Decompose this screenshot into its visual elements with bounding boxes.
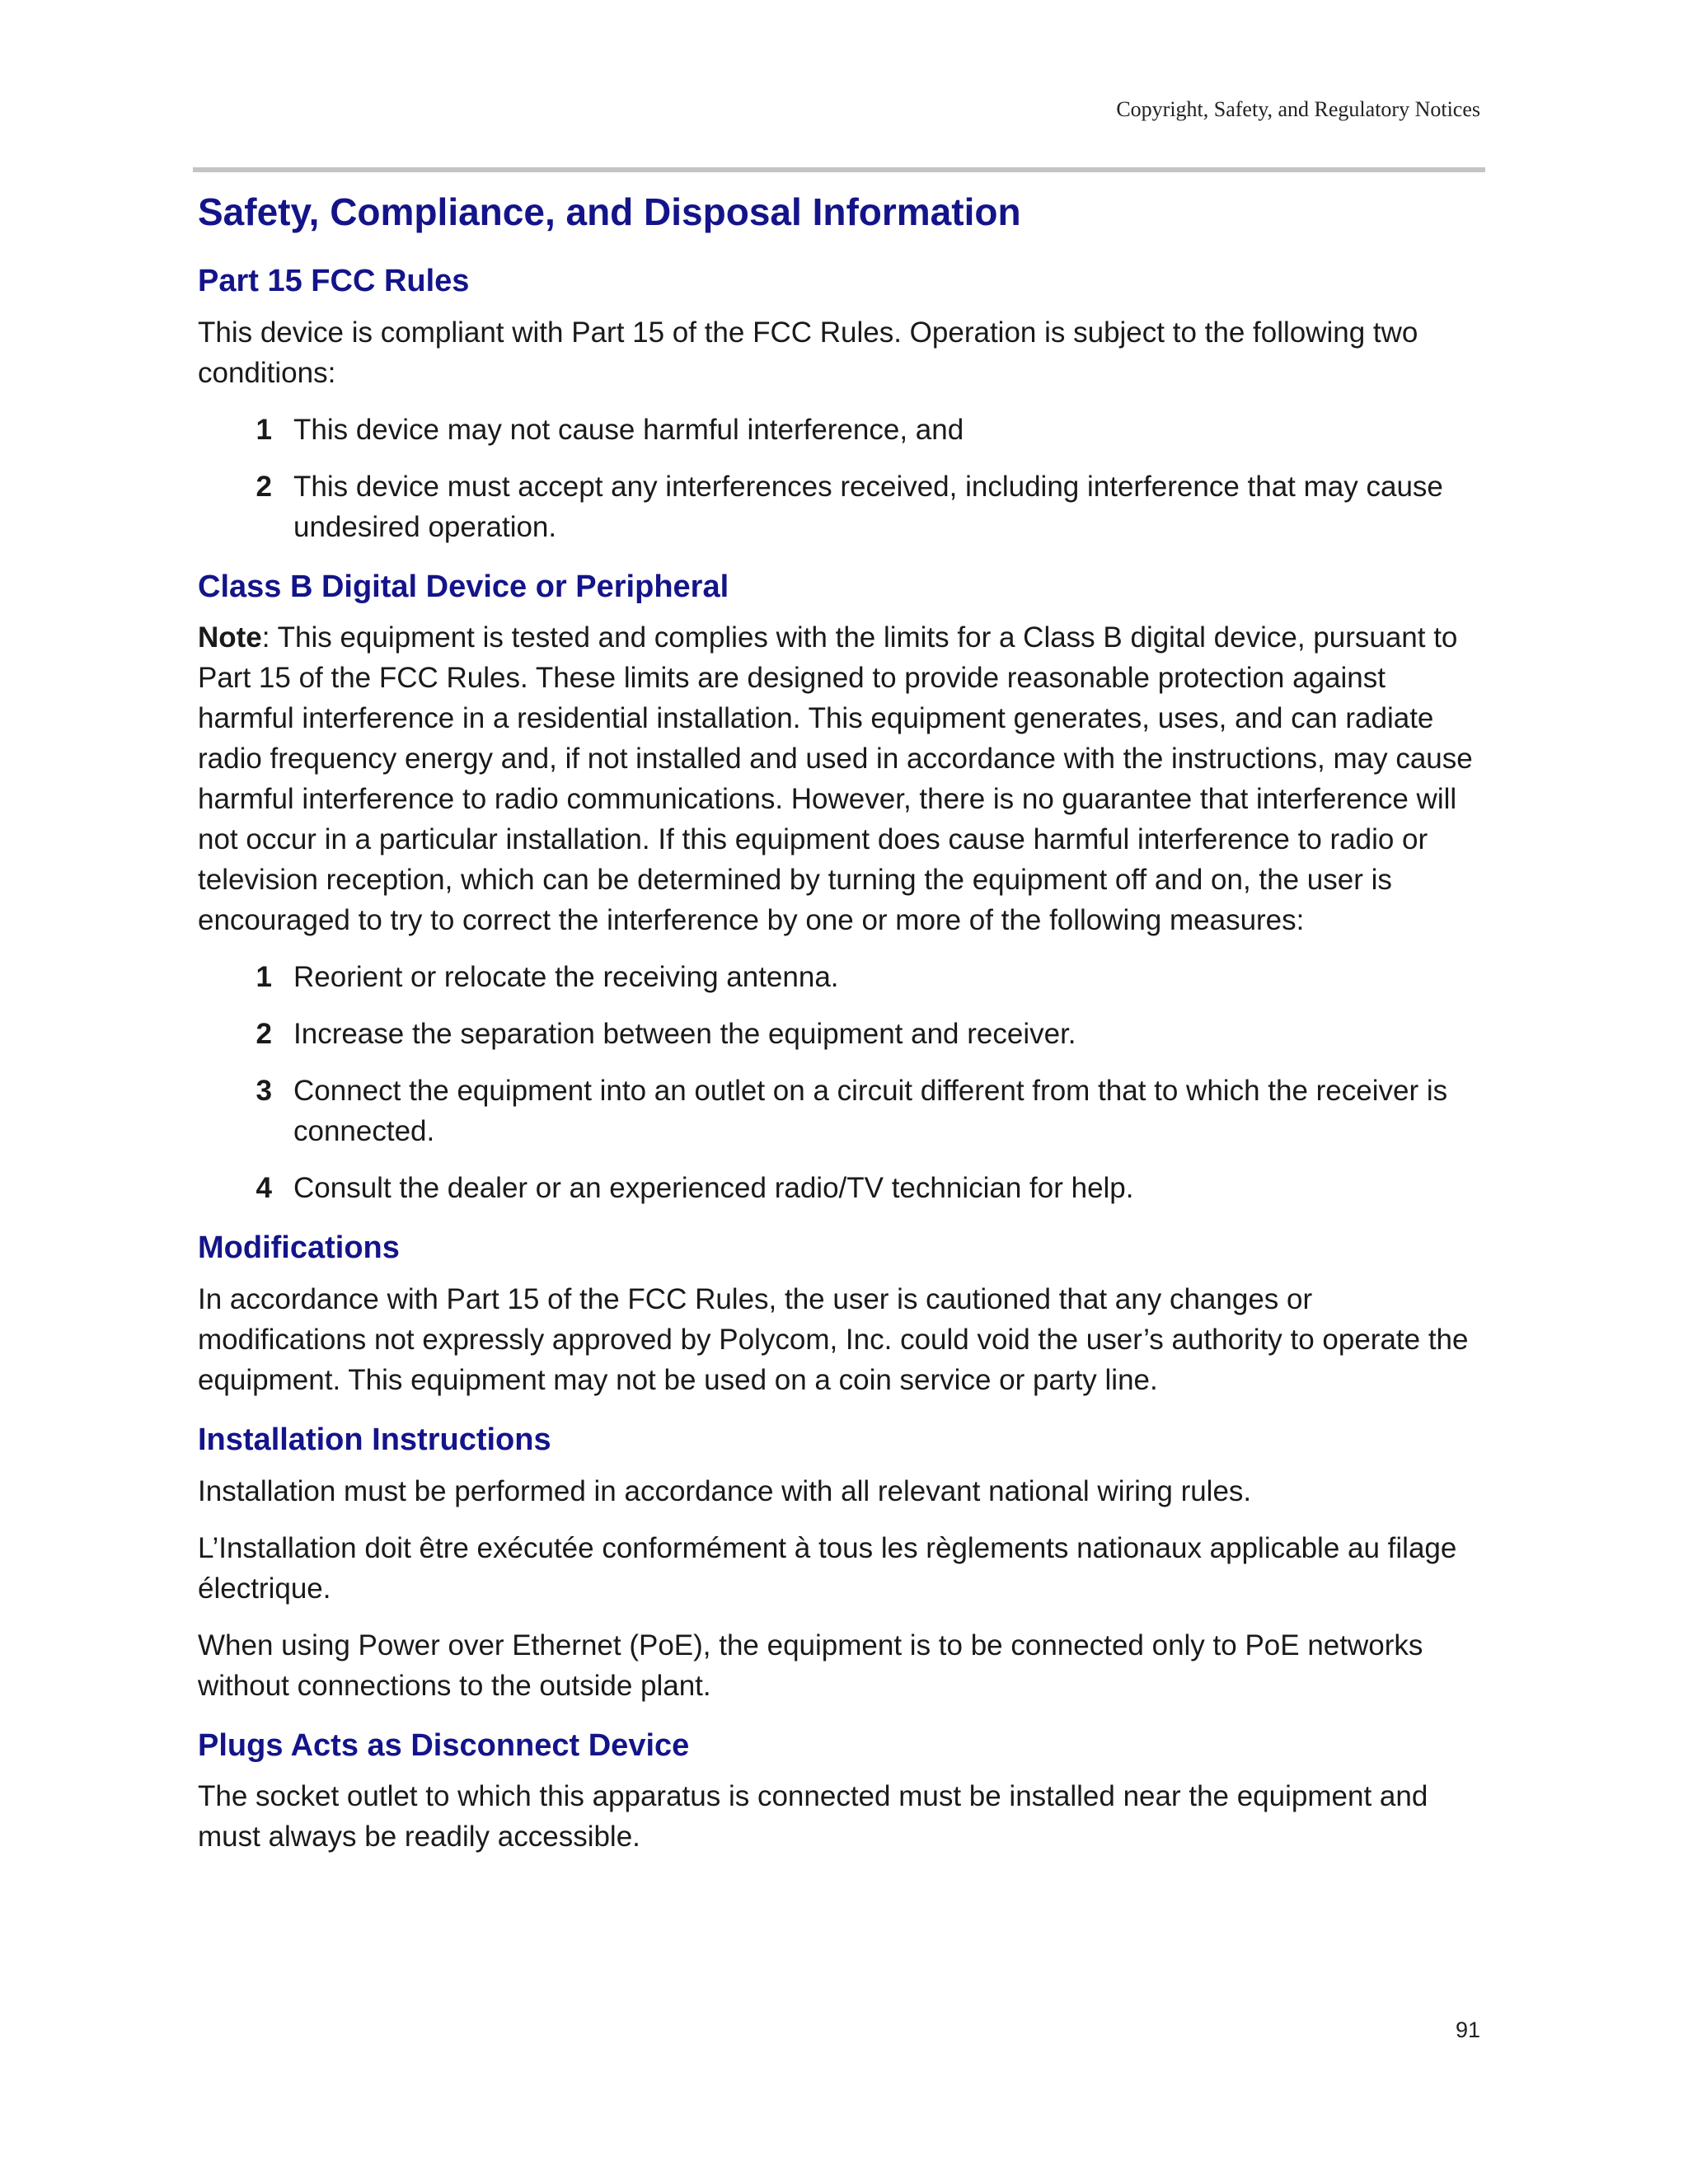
- list-number: 4: [256, 1172, 272, 1205]
- list-text: Increase the separation between the equipment and receiver.: [293, 1018, 1076, 1051]
- list-item: [198, 410, 1484, 450]
- list-text: This device may not cause harmful interference, and: [293, 413, 964, 446]
- fcc-intro: This device is compliant with Part 15 of the FCC Rules. Operation is subject to the following two conditions:: [198, 316, 1418, 389]
- section-heading-fcc: Part 15 FCC Rules: [198, 264, 470, 299]
- list-text: Consult the dealer or an experienced radio/TV technician for help.: [293, 1172, 1134, 1205]
- list-text: Connect the equipment into an outlet on a circuit different from that to which the receiver is connected.: [293, 1075, 1448, 1148]
- section-heading-installation: Installation Instructions: [198, 1422, 551, 1457]
- installation-paragraph: Installation must be performed in accordance with all relevant national wiring rules.: [198, 1474, 1252, 1507]
- section-part15-fcc: [198, 263, 1484, 547]
- section-heading-plugs: Plugs Acts as Disconnect Device: [198, 1727, 690, 1763]
- section-class-b: [198, 569, 1484, 1209]
- list-item: [198, 466, 1484, 547]
- section-heading-class-b: Class B Digital Device or Peripheral: [198, 569, 729, 604]
- modifications-text: In accordance with Part 15 of the FCC Rules, the user is cautioned that any changes or modifications not expressly approved by Polycom, Inc. could void the user’s authority to operate the equipment. This equipment may not be used on a coin service or party line.: [198, 1282, 1469, 1396]
- list-number: 1: [256, 961, 272, 994]
- running-header: Copyright, Safety, and Regulatory Notices: [1116, 97, 1480, 121]
- installation-paragraph-poe: When using Power over Ethernet (PoE), the equipment is to be connected only to PoE networks without connections to the outside plant.: [198, 1629, 1423, 1702]
- page-number: 91: [1455, 2018, 1480, 2042]
- section-heading-modifications: Modifications: [198, 1230, 400, 1266]
- list-item: [198, 1014, 1484, 1054]
- list-number: 2: [256, 1018, 272, 1051]
- list-number: 1: [256, 413, 272, 446]
- list-item: [198, 1168, 1484, 1208]
- class-b-note: [198, 617, 1484, 940]
- list-item: [198, 1071, 1484, 1151]
- list-number: 3: [256, 1075, 272, 1108]
- section-plugs: [198, 1727, 1484, 1858]
- list-number: 2: [256, 470, 272, 503]
- note-label: Note: [198, 621, 262, 654]
- fcc-conditions-list: [198, 410, 1484, 547]
- class-b-measures-list: [198, 957, 1484, 1208]
- page-title: Safety, Compliance, and Disposal Information: [198, 190, 1021, 233]
- document-body: [198, 190, 1484, 1873]
- installation-paragraph-french: L’Installation doit être exécutée conformément à tous les règlements nationaux applicable au filage électrique.: [198, 1531, 1457, 1605]
- note-text: : This equipment is tested and complies with the limits for a Class B digital device, pursuant to Part 15 of the FCC Rules. These limits are designed to provide reasonable protection against harmful interference in a residential installation. This equipment generates, uses, and can radiate radio frequency energy and, if not installed and used in accordance with the instructions, may cause harmful interference to radio communications. However, there is no guarantee that interference will not occur in a particular installation. If this equipment does cause harmful interference to radio or television reception, which can be determined by turning the equipment off and on, the user is encouraged to try to correct the interference by one or more of the following measures:: [198, 621, 1473, 937]
- list-text: This device must accept any interferences received, including interference that may cause undesired operation.: [293, 470, 1443, 543]
- section-installation: [198, 1422, 1484, 1706]
- header-rule: [193, 167, 1485, 172]
- section-modifications: [198, 1230, 1484, 1400]
- plugs-text: The socket outlet to which this apparatus is connected must be installed near the equipment and must always be readily accessible.: [198, 1780, 1428, 1854]
- list-text: Reorient or relocate the receiving antenna.: [293, 961, 839, 994]
- list-item: [198, 957, 1484, 997]
